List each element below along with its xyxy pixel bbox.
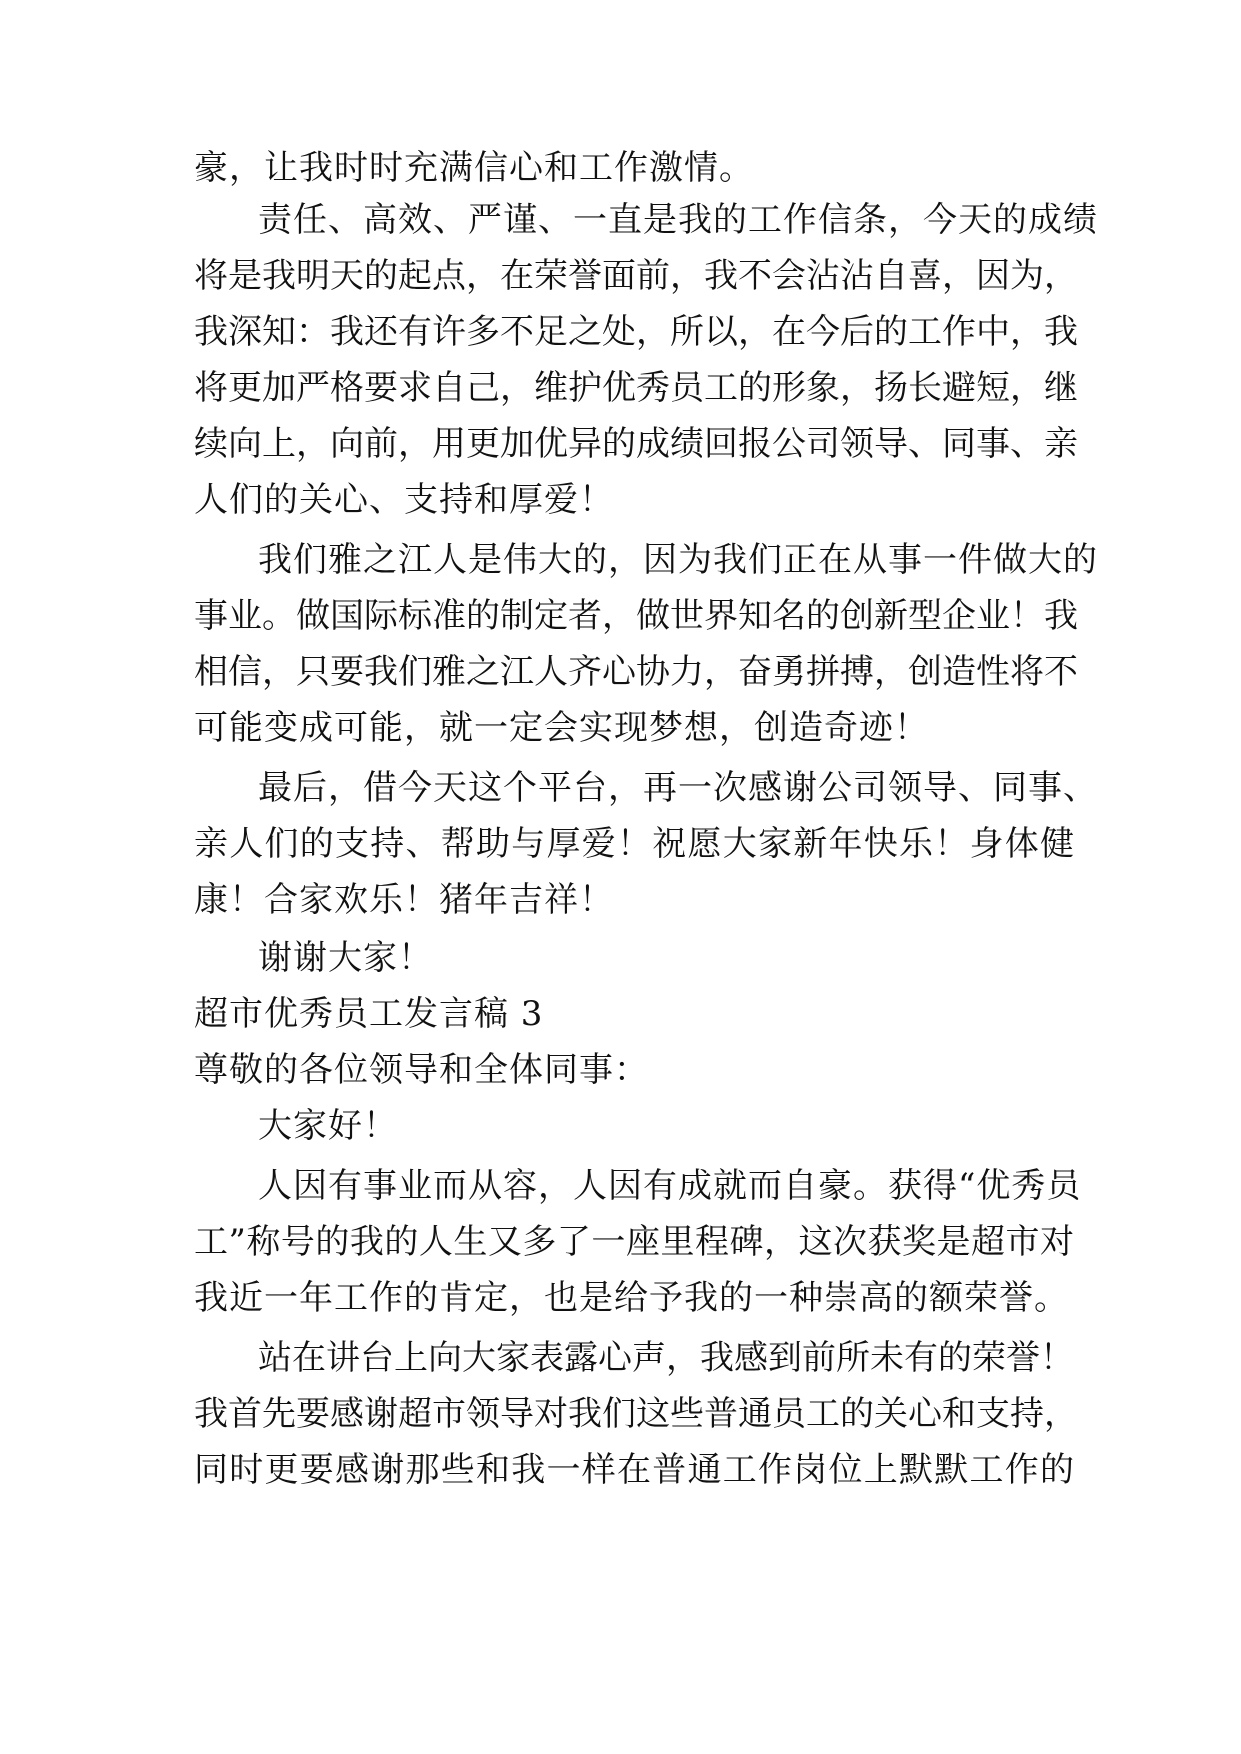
text-line: 最后，借今天这个平台，再一次感谢公司领导、同事、 [258,768,1098,808]
text-line: 人因有事业而从容，人因有成就而自豪。获得“优秀员 [258,1166,1082,1206]
greeting: 大家好！ [258,1106,398,1146]
text-line: 我深知：我还有许多不足之处，所以，在今后的工作中，我 [194,312,1078,352]
text-line: 相信，只要我们雅之江人齐心协力，奋勇拼搏，创造性将不 [194,652,1078,692]
text-line: 亲人们的支持、帮助与厚爱！祝愿大家新年快乐！身体健 [194,824,1074,864]
text-line: 同时更要感谢那些和我一样在普通工作岗位上默默工作的 [194,1450,1074,1490]
text-line: 我首先要感谢超市领导对我们这些普通员工的关心和支持， [194,1394,1078,1434]
text-line: 事业。做国际标准的制定者，做世界知名的创新型企业！我 [194,596,1078,636]
text-line: 康！合家欢乐！猪年吉祥！ [194,880,614,920]
text-line: 我近一年工作的肯定，也是给予我的一种崇高的额荣誉。 [194,1278,1069,1318]
section-heading: 超市优秀员工发言稿 3 [194,994,544,1034]
salutation: 尊敬的各位领导和全体同事： [194,1050,649,1090]
text-line: 人们的关心、支持和厚爱！ [194,480,614,520]
text-line: 工”称号的我的人生又多了一座里程碑，这次获奖是超市对 [194,1222,1074,1262]
text-line: 可能变成可能，就一定会实现梦想，创造奇迹！ [194,708,929,748]
text-line: 站在讲台上向大家表露心声，我感到前所未有的荣誉！ [258,1338,1074,1378]
text-line: 豪，让我时时充满信心和工作激情。 [194,148,754,188]
text-line: 谢谢大家！ [258,938,433,978]
text-line: 将是我明天的起点，在荣誉面前，我不会沾沾自喜，因为， [194,256,1078,296]
text-line: 将更加严格要求自己，维护优秀员工的形象，扬长避短，继 [194,368,1078,408]
text-line: 责任、高效、严谨、一直是我的工作信条，今天的成绩 [258,200,1098,240]
text-line: 我们雅之江人是伟大的，因为我们正在从事一件做大的 [258,540,1098,580]
text-line: 续向上，向前，用更加优异的成绩回报公司领导、同事、亲 [194,424,1078,464]
